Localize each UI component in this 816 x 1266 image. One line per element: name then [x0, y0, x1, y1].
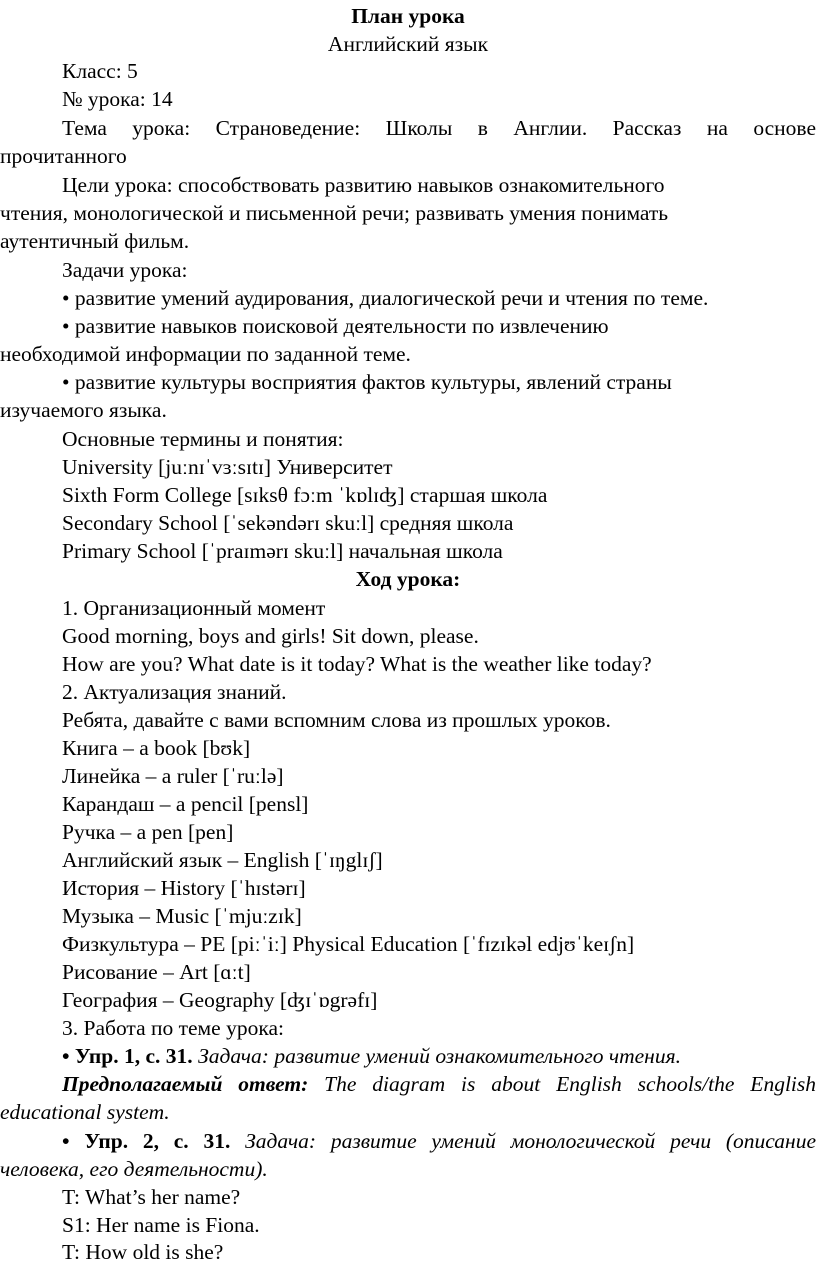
exercise-2 [62, 1127, 816, 1155]
page-subtitle: Английский язык [327, 32, 489, 56]
vocab-item: Рисование – Art [ɑːt] [62, 960, 251, 984]
task-item [62, 312, 816, 340]
exercise-task: Задача: развитие умений ознакомительного чтения. [198, 1044, 681, 1068]
task-item [62, 368, 816, 396]
vocab-item: История – History [ˈhɪstərɪ] [62, 876, 306, 900]
vocab-item: Книга – a book [bʊk] [62, 736, 251, 760]
text-line: How are you? What date is it today? What is the weather like today? [62, 652, 652, 676]
dialog-line: T: What’s her name? [62, 1185, 241, 1209]
vocab-item: География – Geography [ʤɪˈɒgrəfɪ] [62, 988, 378, 1012]
topic-line-2: прочитанного [0, 144, 127, 168]
page-title: План урока [351, 4, 465, 28]
vocab-item: Карандаш – a pencil [pensl] [62, 792, 309, 816]
topic-line-1: Тема урока: Страноведение: Школы в Англии. Рассказ на основе [62, 116, 816, 140]
answer-label: Предполагаемый ответ: [62, 1072, 309, 1096]
terms-heading: Основные термины и понятия: [62, 427, 344, 451]
bullet-icon: • [62, 314, 70, 338]
tasks-heading: Задачи урока: [62, 258, 188, 282]
bullet-icon: • [62, 370, 70, 394]
task-text: развитие умений аудирования, диалогической речи и чтения по теме. [74, 286, 709, 310]
goals-line-1: Цели урока: способствовать развитию навыков ознакомительного [62, 173, 665, 197]
term-item: Primary School [ˈpraɪmərɪ skuːl] начальная школа [62, 539, 503, 563]
bullet-icon: • [62, 286, 70, 310]
term-item: University [juːnɪˈvɜːsɪtɪ] Университет [62, 455, 393, 479]
vocab-item: Английский язык – English [ˈɪŋglɪʃ] [62, 848, 383, 872]
exercise-1 [62, 1042, 816, 1070]
task-continuation: необходимой информации по заданной теме. [0, 342, 411, 366]
task-item [62, 284, 816, 312]
text-line: Ребята, давайте с вами вспомним слова из прошлых уроков. [62, 708, 611, 732]
term-item: Secondary School [ˈsekəndərɪ skuːl] средняя школа [62, 511, 514, 535]
vocab-item: Физкультура – PE [piːˈiː] Physical Education [ˈfɪzɪkəl edjʊˈkeɪʃn] [62, 932, 635, 956]
task-continuation: изучаемого языка. [0, 398, 167, 422]
goals-line-3: аутентичный фильм. [0, 229, 190, 253]
lesson-number: № урока: 14 [62, 87, 173, 111]
term-item: Sixth Form College [sɪksθ fɔːm ˈkɒlɪʤ] старшая школа [62, 483, 548, 507]
dialog-line: S1: Her name is Fiona. [62, 1213, 260, 1237]
progress-heading: Ход урока: [355, 567, 461, 591]
text-line: Good morning, boys and girls! Sit down, please. [62, 624, 479, 648]
goals-line-2: чтения, монологической и письменной речи; развивать умения понимать [0, 201, 669, 225]
vocab-item: Ручка – a pen [pen] [62, 820, 234, 844]
expected-answer [62, 1070, 816, 1098]
answer-continuation: educational system. [0, 1100, 170, 1124]
exercise-task: Задача: развитие умений монологической речи (описание [245, 1129, 816, 1153]
answer-text: The diagram is about English schools/the English [324, 1072, 816, 1096]
vocab-item: Линейка – a ruler [ˈruːlə] [62, 764, 284, 788]
dialog-line: T: How old is she? [62, 1240, 224, 1264]
exercise-ref: Упр. 2, с. 31. [84, 1129, 231, 1153]
vocab-item: Музыка – Music [ˈmjuːzɪk] [62, 904, 302, 928]
exercise-ref: Упр. 1, с. 31. [74, 1044, 193, 1068]
stage-heading: 1. Организационный момент [62, 596, 326, 620]
stage-heading: 2. Актуализация знаний. [62, 680, 287, 704]
task-text: развитие культуры восприятия фактов культуры, явлений страны [74, 370, 672, 394]
class-line: Класс: 5 [62, 59, 138, 83]
bullet-icon: • [62, 1044, 70, 1068]
bullet-icon: • [62, 1129, 70, 1153]
task-text: развитие навыков поисковой деятельности по извлечению [74, 314, 609, 338]
stage-heading: 3. Работа по теме урока: [62, 1016, 284, 1040]
exercise-task-continuation: человека, его деятельности). [0, 1157, 268, 1181]
